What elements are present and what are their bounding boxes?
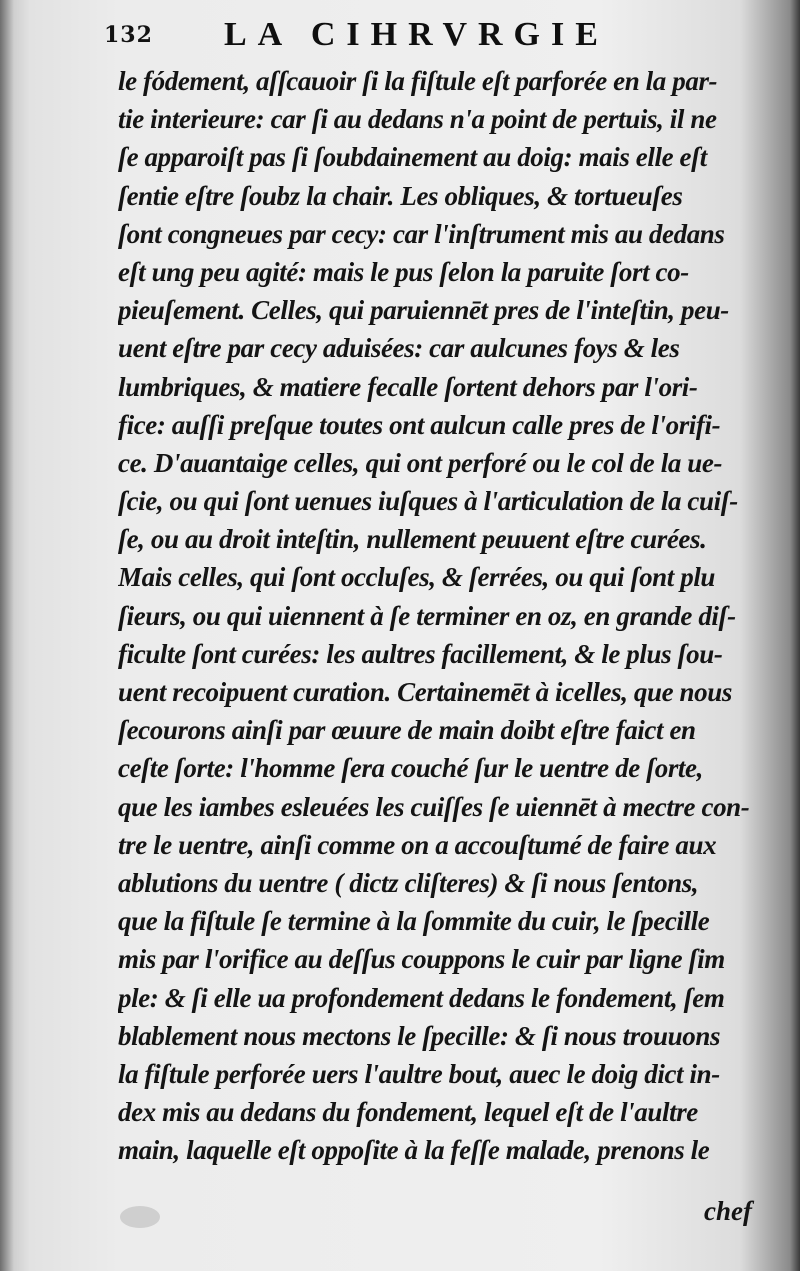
text-line: ceſte ſorte: l'homme ſera couché ſur le uentre de ſorte, — [118, 753, 703, 784]
text-line: ablutions du uentre ( dictz cliſteres) & ſi nous ſentons, — [118, 867, 699, 898]
text-line: que les iambes esleuées les cuiſſes ſe uiennēt à mectre con- — [118, 791, 750, 822]
page-number: 132 — [104, 22, 153, 48]
text-line: fice: auſſi preſque toutes ont aulcun calle pres de l'orifi- — [118, 409, 721, 440]
catchword: chef — [704, 1196, 752, 1226]
text-line: uent eſtre par cecy aduisées: car aulcunes foys & les — [118, 333, 680, 364]
text-line: main, laquelle eſt oppoſite à la feſſe malade, prenons le — [118, 1135, 710, 1166]
page-header — [104, 14, 784, 58]
running-title: LA CIHRVRGIE — [224, 16, 609, 53]
text-line: dex mis au dedans du fondement, lequel eſt de l'aultre — [118, 1097, 698, 1128]
text-line: ſe apparoiſt pas ſi ſoubdainement au doig: mais elle eſt — [118, 142, 707, 173]
text-line: Mais celles, qui ſont occluſes, & ſerrées, ou qui ſont plu — [118, 562, 716, 593]
text-line: ſieurs, ou qui uiennent à ſe terminer en oz, en grande diſ- — [118, 600, 736, 631]
text-line: ficulte ſont curées: les aultres facillement, & le plus ſou- — [118, 638, 723, 669]
text-line: mis par l'orifice au deſſus couppons le cuir par ligne ſim — [118, 944, 725, 975]
ink-smudge — [120, 1206, 160, 1228]
body-text — [118, 62, 768, 1169]
text-line: blablement nous mectons le ſpecille: & ſi nous trouuons — [118, 1020, 721, 1051]
text-line: uent recoipuent curation. Certainemēt à icelles, que nous — [118, 677, 732, 707]
text-line: ſecourons ainſi par œuure de main doibt eſtre faict en — [118, 715, 696, 746]
text-line: tre le uentre, ainſi comme on a accouſtumé de faire aux — [118, 829, 717, 860]
text-line: eſt ung peu agité: mais le pus ſelon la paruite ſort co- — [118, 256, 689, 287]
text-line: que la fiſtule ſe termine à la ſommite du cuir, le ſpecille — [118, 906, 710, 937]
text-line: tie interieure: car ſi au dedans n'a point de pertuis, il ne — [118, 104, 717, 135]
text-line: ſcie, ou qui ſont uenues iuſques à l'articulation de la cuiſ- — [118, 486, 738, 517]
text-line: lumbriques, & matiere fecalle ſortent dehors par l'ori- — [118, 371, 698, 402]
text-line: la fiſtule perforée uers l'aultre bout, auec le doig dict in- — [118, 1058, 720, 1089]
text-line: le fódement, aſſcauoir ſi la fiſtule eſt parforée en la par- — [118, 66, 718, 96]
text-line: ce. D'auantaige celles, qui ont perforé ou le col de la ue- — [118, 447, 723, 478]
text-line: ſe, ou au droit inteſtin, nullement peuuent eſtre curées. — [118, 524, 707, 555]
text-line: ſentie eſtre ſoubz la chair. Les obliques, & tortueuſes — [118, 180, 683, 211]
page-gutter-shadow — [0, 0, 14, 1271]
text-line: ple: & ſi elle ua profondement dedans le fondement, ſem — [118, 982, 725, 1013]
text-line: pieuſement. Celles, qui paruiennēt pres de l'inteſtin, peu- — [118, 295, 729, 326]
text-line: ſont congneues par cecy: car l'inſtrument mis au dedans — [118, 218, 725, 249]
